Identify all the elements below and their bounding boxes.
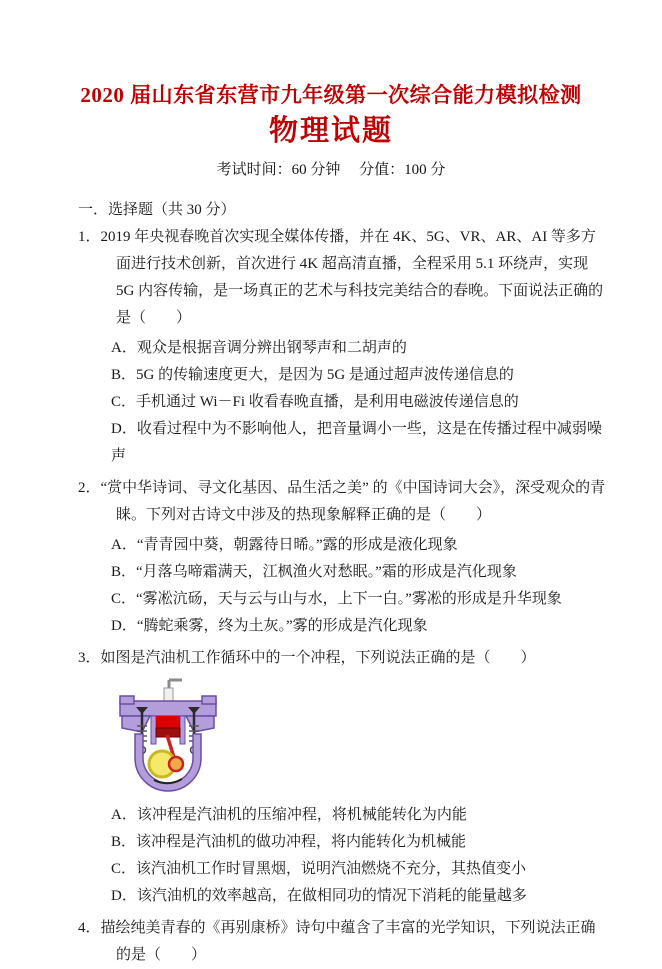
option-b: B．“月落乌啼霜满天，江枫渔火对愁眠。”霜的形成是汽化现象 bbox=[111, 564, 517, 580]
question-2-stem bbox=[78, 475, 606, 529]
question-text: 2019 年央视春晚首次实现全媒体传播，并在 4K、5G、VR、AR、AI 等多方面进行技术创新，首次进行 4K 超高清直播，全程采用 5.1 环绕声，实现 5G 内容传输，是一场真正的艺术与科技完美结合的春晚。下面说法正确的是（ ） bbox=[100, 229, 604, 326]
question-4-stem bbox=[78, 915, 606, 969]
question-number: 2． bbox=[78, 480, 101, 496]
option-a: A．该冲程是汽油机的压缩冲程，将机械能转化为内能 bbox=[111, 807, 467, 823]
section-header: 一．选择题（共 30 分） bbox=[78, 202, 236, 218]
option-d: D．“腾蛇乘雾，终为土灰。”雾的形成是汽化现象 bbox=[111, 618, 428, 634]
exam-title: 2020 届山东省东营市九年级第一次综合能力模拟检测 bbox=[80, 83, 582, 107]
option-a: A．“青青园中葵，朝露待日晞。”露的形成是液化现象 bbox=[111, 537, 458, 553]
exam-info-line: 考试时间：60 分钟 分值：100 分 bbox=[216, 162, 446, 178]
question-text: 如图是汽油机工作循环中的一个冲程，下列说法正确的是（ ） bbox=[100, 650, 536, 666]
question-3-options bbox=[78, 802, 606, 910]
question-1 bbox=[78, 224, 606, 470]
option-b: B．该冲程是汽油机的做功冲程，将内能转化为机械能 bbox=[111, 834, 467, 850]
combustion-gas bbox=[156, 716, 180, 728]
option-d: D．收看过程中为不影响他人，把音量调小一些，这是在传播过程中减弱噪声 bbox=[111, 421, 602, 464]
question-number: 4． bbox=[78, 920, 101, 936]
question-4 bbox=[78, 915, 606, 969]
option-d: D．该汽油机的效率越高，在做相同功的情况下消耗的能量越多 bbox=[111, 888, 527, 904]
crank-pin bbox=[169, 757, 183, 771]
gasoline-engine-figure bbox=[108, 676, 228, 796]
engine-stroke-diagram-icon bbox=[108, 676, 228, 796]
question-number: 3． bbox=[78, 650, 101, 666]
question-number: 1． bbox=[78, 229, 101, 245]
question-1-options bbox=[78, 335, 606, 470]
option-b: B．5G 的传输速度更大，是因为 5G 是通过超声波传递信息的 bbox=[111, 367, 514, 383]
question-2-options bbox=[78, 532, 606, 640]
exam-subtitle: 物理试题 bbox=[268, 115, 393, 147]
spark-plug-icon bbox=[164, 680, 182, 702]
question-3-stem bbox=[78, 645, 606, 672]
option-c: C．该汽油机工作时冒黑烟，说明汽油燃烧不充分，其热值变小 bbox=[111, 861, 527, 877]
question-text: “赏中华诗词、寻文化基因、品生活之美” 的《中国诗词大会》，深受观众的青睐。下列对古诗文中涉及的热现象解释正确的是（ ） bbox=[100, 480, 606, 523]
question-3 bbox=[78, 645, 606, 910]
question-text: 描绘纯美青春的《再别康桥》诗句中蕴含了丰富的光学知识，下列说法正确的是（ ） bbox=[100, 920, 596, 963]
option-a: A．观众是根据音调分辨出钢琴声和二胡声的 bbox=[111, 340, 407, 356]
question-1-stem bbox=[78, 224, 606, 332]
option-c: C．手机通过 Wi－Fi 收看春晚直播，是利用电磁波传递信息的 bbox=[111, 394, 519, 410]
exam-body bbox=[0, 197, 662, 969]
option-c: C．“雾凇沆砀，天与云与山与水，上下一白。”雾凇的形成是升华现象 bbox=[111, 591, 562, 607]
question-2 bbox=[78, 475, 606, 640]
